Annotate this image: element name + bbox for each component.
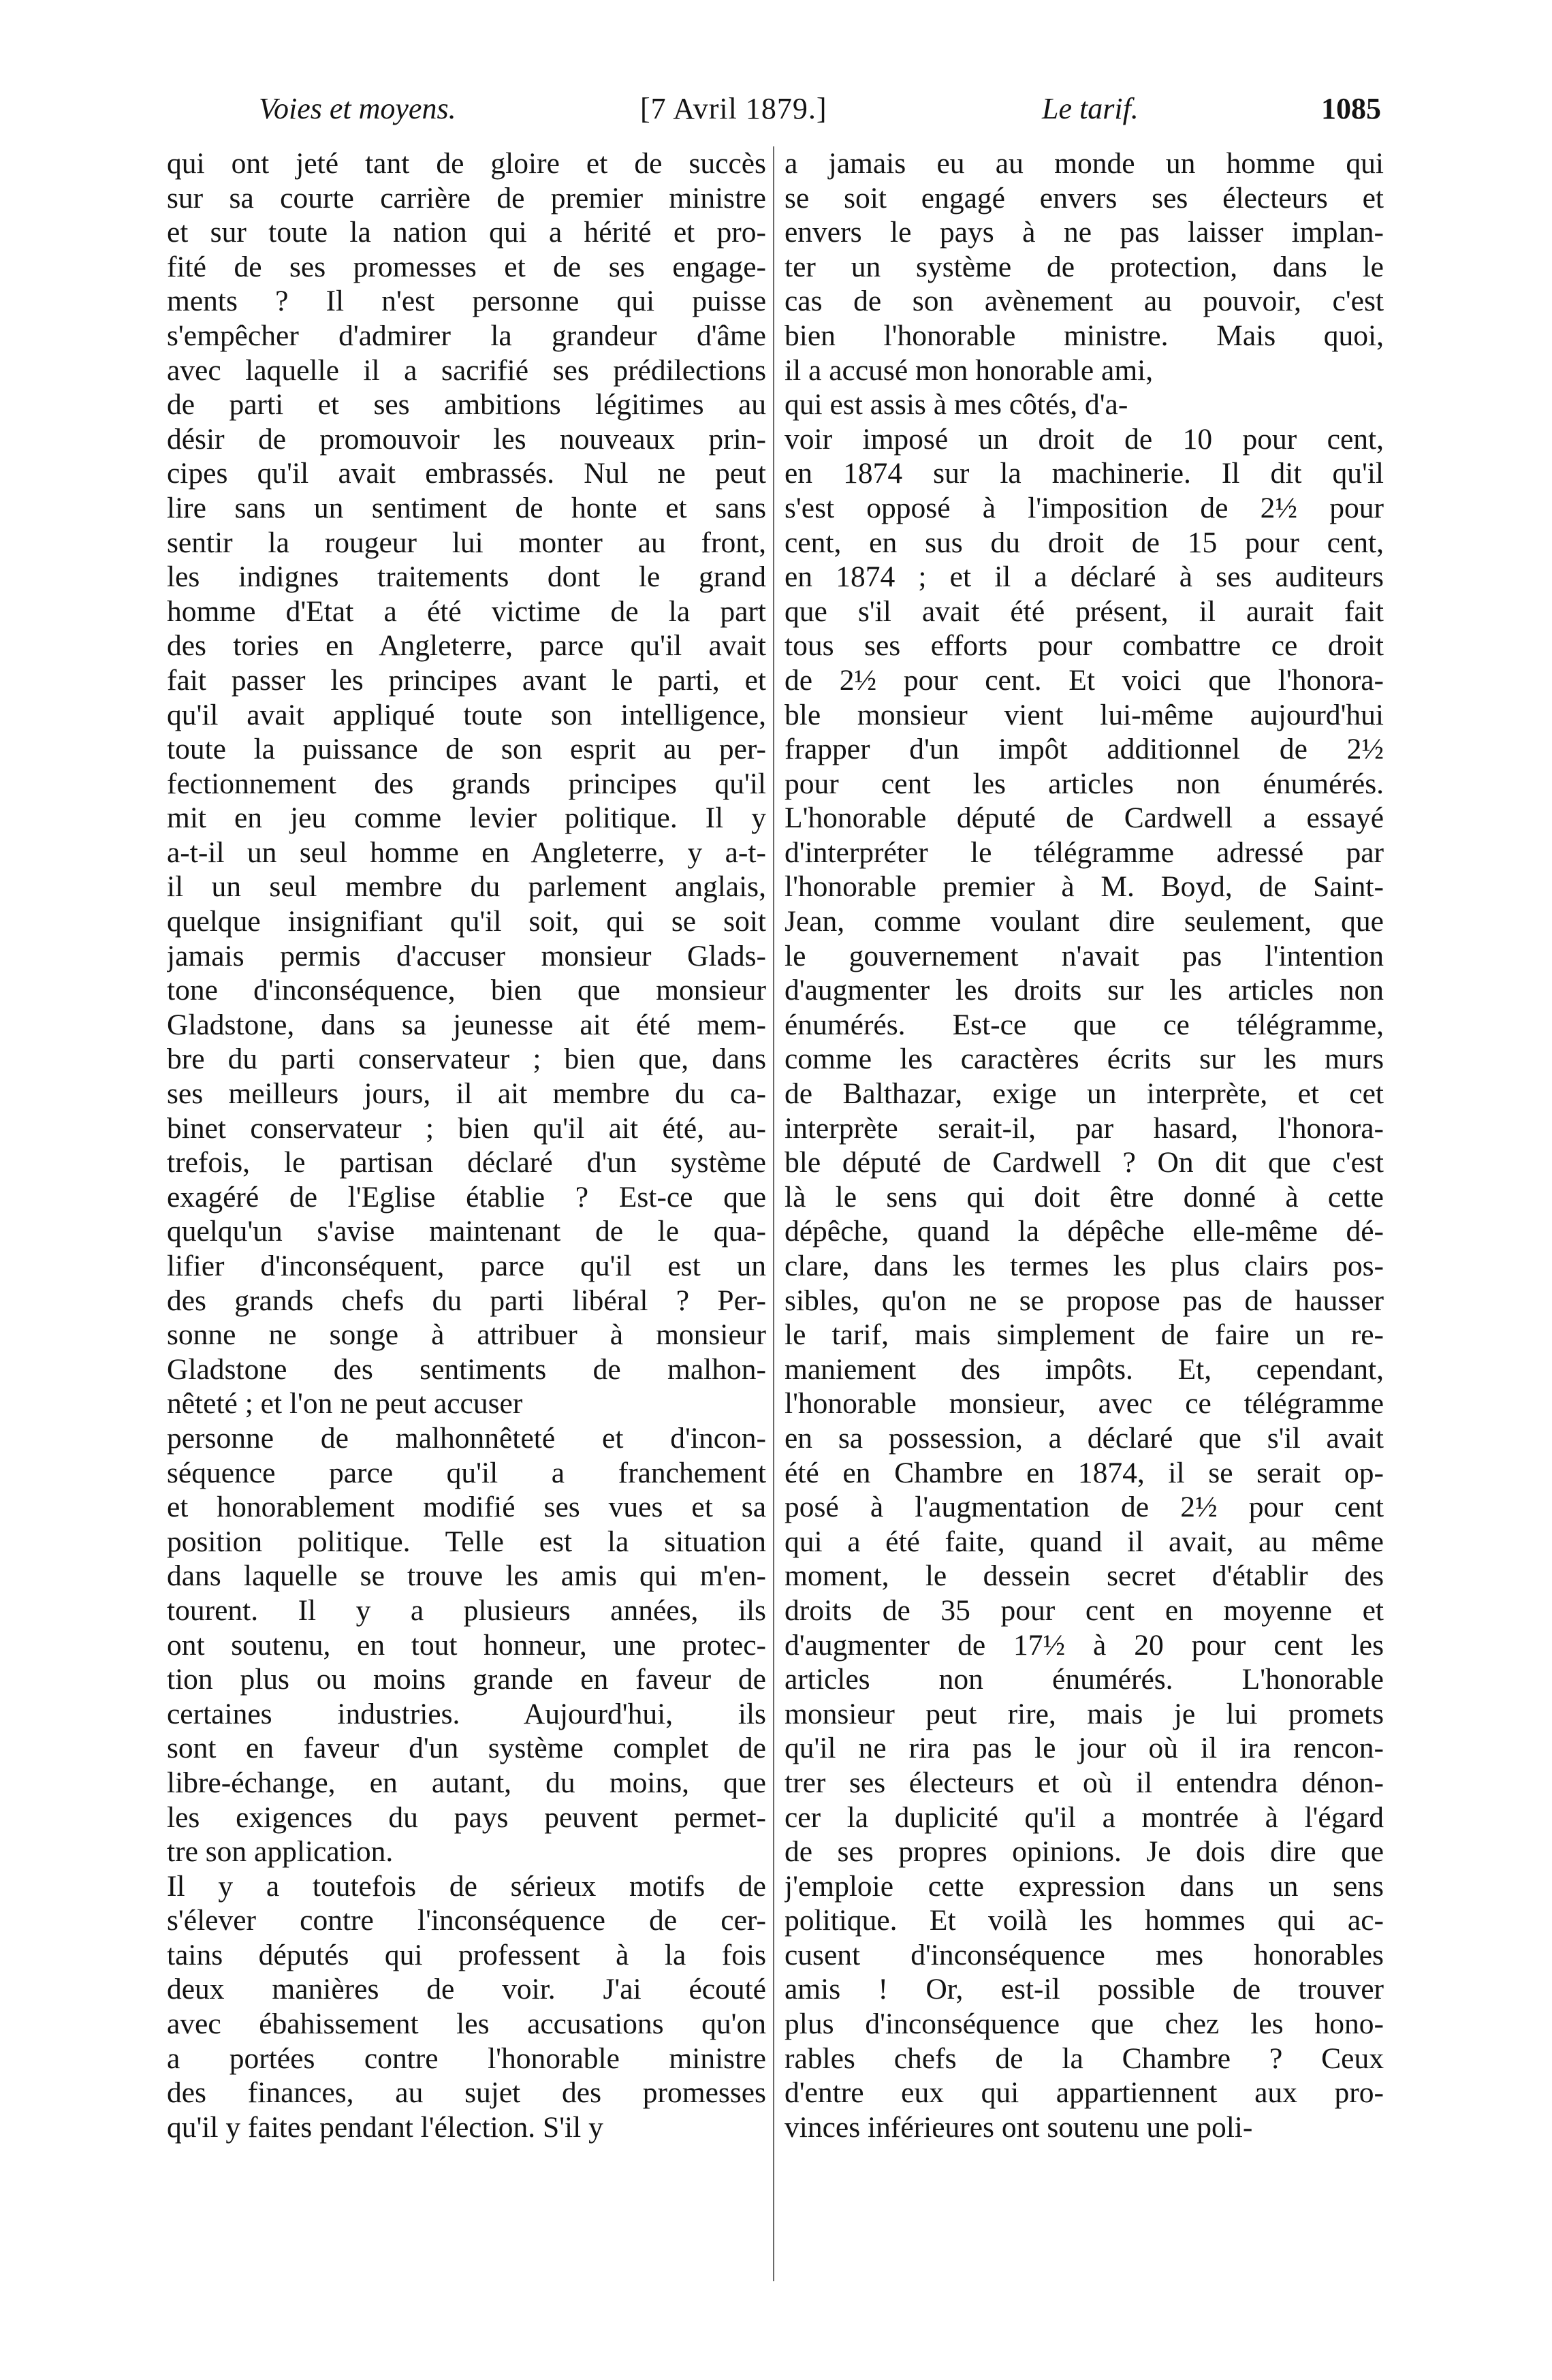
- text-line: tains députés qui professent à la fois: [167, 1938, 766, 1971]
- text-line: là le sens qui doit être donné à cette: [785, 1180, 1384, 1213]
- text-line: a-t-il un seul homme en Angleterre, y a-t-: [167, 836, 766, 869]
- text-line: dépêche, quand la dépêche elle-même dé-: [785, 1215, 1384, 1248]
- text-line: Jean, comme voulant dire seulement, que: [785, 905, 1384, 938]
- text-line: homme d'Etat a été victime de la part: [167, 594, 766, 628]
- text-line: mit en jeu comme levier politique. Il y: [167, 802, 766, 835]
- text-line: rables chefs de la Chambre ? Ceux: [785, 2042, 1384, 2075]
- text-line: vinces inférieures ont soutenu une poli-: [785, 2110, 1253, 2144]
- column-divider: [773, 146, 774, 2281]
- text-line: trer ses électeurs et où il entendra dénon-: [785, 1766, 1384, 1799]
- header-section-title: Voies et moyens.: [259, 92, 456, 125]
- text-line: tone d'inconséquence, bien que monsieur: [167, 974, 766, 1007]
- text-line: frapper d'un impôt additionnel de 2½: [785, 733, 1384, 766]
- text-line: ble monsieur vient lui-même aujourd'hui: [785, 698, 1384, 731]
- text-line: de ses propres opinions. Je dois dire que: [785, 1835, 1384, 1869]
- text-line: sentir la rougeur lui monter au front,: [167, 526, 766, 559]
- text-line: cusent d'inconséquence mes honorables: [785, 1938, 1384, 1971]
- text-line: il un seul membre du parlement anglais,: [167, 870, 766, 904]
- text-line: a jamais eu au monde un homme qui: [785, 147, 1384, 180]
- text-line: a portées contre l'honorable ministre: [167, 2042, 766, 2075]
- text-line: des tories en Angleterre, parce qu'il avait: [167, 629, 766, 663]
- text-line: plus d'inconséquence que chez les hono-: [785, 2008, 1384, 2041]
- text-line: voir imposé un droit de 10 pour cent,: [785, 422, 1384, 456]
- text-line: dans laquelle se trouve les amis qui m'en-: [167, 1559, 766, 1593]
- text-line: lire sans un sentiment de honte et sans: [167, 491, 766, 524]
- text-line: j'emploie cette expression dans un sens: [785, 1869, 1384, 1903]
- text-line: de 2½ pour cent. Et voici que l'honora-: [785, 663, 1384, 697]
- text-line: sont en faveur d'un système complet de: [167, 1732, 766, 1765]
- text-line: les exigences du pays peuvent permet-: [167, 1800, 766, 1834]
- text-line: avec ébahissement les accusations qu'on: [167, 2008, 766, 2041]
- text-line: envers le pays à ne pas laisser implan-: [785, 216, 1384, 249]
- text-line: qui est assis à mes côtés, d'a-: [785, 388, 1128, 422]
- text-line: en sa possession, a déclaré que s'il avait: [785, 1421, 1384, 1455]
- text-line: ter un système de protection, dans le: [785, 250, 1384, 283]
- text-line: libre-échange, en autant, du moins, que: [167, 1766, 766, 1799]
- text-line: de parti et ses ambitions légitimes au: [167, 388, 766, 422]
- text-line: sonne ne songe à attribuer à monsieur: [167, 1318, 766, 1352]
- text-line: cipes qu'il avait embrassés. Nul ne peut: [167, 457, 766, 490]
- text-line: fectionnement des grands principes qu'il: [167, 767, 766, 800]
- text-line: quelque insignifiant qu'il soit, qui se soit: [167, 905, 766, 938]
- text-line: sibles, qu'on ne se propose pas de hausser: [785, 1284, 1384, 1317]
- text-line: politique. Et voilà les hommes qui ac-: [785, 1904, 1384, 1937]
- text-line: interprète serait-il, par hasard, l'honora-: [785, 1111, 1384, 1145]
- text-line: ble député de Cardwell ? On dit que c'est: [785, 1146, 1384, 1179]
- text-line: cas de son avènement au pouvoir, c'est: [785, 285, 1384, 318]
- text-line: et sur toute la nation qui a hérité et pro-: [167, 216, 766, 249]
- text-line: séquence parce qu'il a franchement: [167, 1456, 766, 1489]
- text-line: d'augmenter les droits sur les articles non: [785, 974, 1384, 1007]
- text-line: et honorablement modifié ses vues et sa: [167, 1491, 766, 1524]
- text-line: avec laquelle il a sacrifié ses prédilections: [167, 353, 766, 387]
- text-line: ses meilleurs jours, il ait membre du ca-: [167, 1077, 766, 1111]
- text-line: sur sa courte carrière de premier ministre: [167, 181, 766, 215]
- text-line: Gladstone des sentiments de malhon-: [167, 1352, 766, 1386]
- text-line: tous ses efforts pour combattre ce droit: [785, 629, 1384, 663]
- text-line: ont soutenu, en tout honneur, une protec-: [167, 1628, 766, 1662]
- text-line: que s'il avait été présent, il aurait fait: [785, 594, 1384, 628]
- text-line: de Balthazar, exige un interprète, et cet: [785, 1077, 1384, 1111]
- text-line: s'élever contre l'inconséquence de cer-: [167, 1904, 766, 1937]
- left-column: [167, 146, 766, 2144]
- text-line: posé à l'augmentation de 2½ pour cent: [785, 1491, 1384, 1524]
- text-line: qu'il ne rira pas le jour où il ira rencon-: [785, 1732, 1384, 1765]
- text-line: s'est opposé à l'imposition de 2½ pour: [785, 491, 1384, 524]
- text-line: exagéré de l'Eglise établie ? Est-ce que: [167, 1180, 766, 1213]
- text-line: droits de 35 pour cent en moyenne et: [785, 1593, 1384, 1627]
- text-line: qui a été faite, quand il avait, au même: [785, 1525, 1384, 1558]
- text-line: des finances, au sujet des promesses: [167, 2076, 766, 2110]
- text-line: énumérés. Est-ce que ce télégramme,: [785, 1008, 1384, 1041]
- text-line: jamais permis d'accuser monsieur Glads-: [167, 939, 766, 972]
- text-line: nêteté ; et l'on ne peut accuser: [167, 1387, 523, 1421]
- text-line: en 1874 sur la machinerie. Il dit qu'il: [785, 457, 1384, 490]
- text-line: le gouvernement n'avait pas l'intention: [785, 939, 1384, 972]
- text-line: tourent. Il y a plusieurs années, ils: [167, 1593, 766, 1627]
- text-line: bre du parti conservateur ; bien que, dans: [167, 1043, 766, 1076]
- text-line: personne de malhonnêteté et d'incon-: [167, 1421, 766, 1455]
- text-line: il a accusé mon honorable ami,: [785, 353, 1154, 387]
- text-line: comme les caractères écrits sur les murs: [785, 1043, 1384, 1076]
- text-line: quelqu'un s'avise maintenant de le qua-: [167, 1215, 766, 1248]
- text-line: L'honorable député de Cardwell a essayé: [785, 802, 1384, 835]
- text-line: s'empêcher d'admirer la grandeur d'âme: [167, 319, 766, 352]
- text-line: qui ont jeté tant de gloire et de succès: [167, 147, 766, 180]
- text-line: articles non énumérés. L'honorable: [785, 1663, 1384, 1696]
- text-line: Gladstone, dans sa jeunesse ait été mem-: [167, 1008, 766, 1041]
- text-line: qu'il y faites pendant l'élection. S'il y: [167, 2110, 603, 2144]
- text-line: d'augmenter de 17½ à 20 pour cent les: [785, 1628, 1384, 1662]
- text-line: maniement des impôts. Et, cependant,: [785, 1352, 1384, 1386]
- running-header: [259, 85, 1416, 133]
- text-line: monsieur peut rire, mais je lui promets: [785, 1697, 1384, 1730]
- text-line: d'entre eux qui appartiennent aux pro-: [785, 2076, 1384, 2110]
- text-line: trefois, le partisan déclaré d'un système: [167, 1146, 766, 1179]
- text-line: binet conservateur ; bien qu'il ait été, au-: [167, 1111, 766, 1145]
- text-line: pour cent les articles non énumérés.: [785, 767, 1384, 800]
- text-line: tre son application.: [167, 1835, 394, 1869]
- page-number: 1085: [1321, 92, 1381, 125]
- header-topic: Le tarif.: [1042, 92, 1139, 125]
- text-line: des grands chefs du parti libéral ? Per-: [167, 1284, 766, 1317]
- text-line: se soit engagé envers ses électeurs et: [785, 181, 1384, 215]
- text-line: l'honorable monsieur, avec ce télégramme: [785, 1387, 1384, 1421]
- header-date: [7 Avril 1879.]: [640, 92, 827, 125]
- text-line: deux manières de voir. J'ai écouté: [167, 1973, 766, 2006]
- text-line: le tarif, mais simplement de faire un re-: [785, 1318, 1384, 1352]
- text-line: position politique. Telle est la situation: [167, 1525, 766, 1558]
- text-line: cent, en sus du droit de 15 pour cent,: [785, 526, 1384, 559]
- text-line: les indignes traitements dont le grand: [167, 560, 766, 594]
- text-line: en 1874 ; et il a déclaré à ses auditeurs: [785, 560, 1384, 594]
- text-line: cer la duplicité qu'il a montrée à l'égard: [785, 1800, 1384, 1834]
- text-line: toute la puissance de son esprit au per-: [167, 733, 766, 766]
- text-line: clare, dans les termes les plus clairs pos-: [785, 1250, 1384, 1282]
- text-line: qu'il avait appliqué toute son intelligence,: [167, 698, 766, 731]
- text-line: tion plus ou moins grande en faveur de: [167, 1663, 766, 1696]
- text-line: l'honorable premier à M. Boyd, de Saint-: [785, 870, 1384, 904]
- text-line: lifier d'inconséquent, parce qu'il est un: [167, 1250, 766, 1282]
- right-column: [785, 146, 1384, 2144]
- text-line: fait passer les principes avant le parti, et: [167, 663, 766, 697]
- text-line: Il y a toutefois de sérieux motifs de: [167, 1869, 766, 1903]
- text-line: fité de ses promesses et de ses engage-: [167, 250, 766, 283]
- text-line: désir de promouvoir les nouveaux prin-: [167, 422, 766, 456]
- text-line: bien l'honorable ministre. Mais quoi,: [785, 319, 1384, 352]
- text-line: été en Chambre en 1874, il se serait op-: [785, 1456, 1384, 1489]
- text-line: amis ! Or, est-il possible de trouver: [785, 1973, 1384, 2006]
- text-line: certaines industries. Aujourd'hui, ils: [167, 1697, 766, 1730]
- text-line: d'interpréter le télégramme adressé par: [785, 836, 1384, 869]
- text-line: moment, le dessein secret d'établir des: [785, 1559, 1384, 1593]
- text-line: ments ? Il n'est personne qui puisse: [167, 285, 766, 318]
